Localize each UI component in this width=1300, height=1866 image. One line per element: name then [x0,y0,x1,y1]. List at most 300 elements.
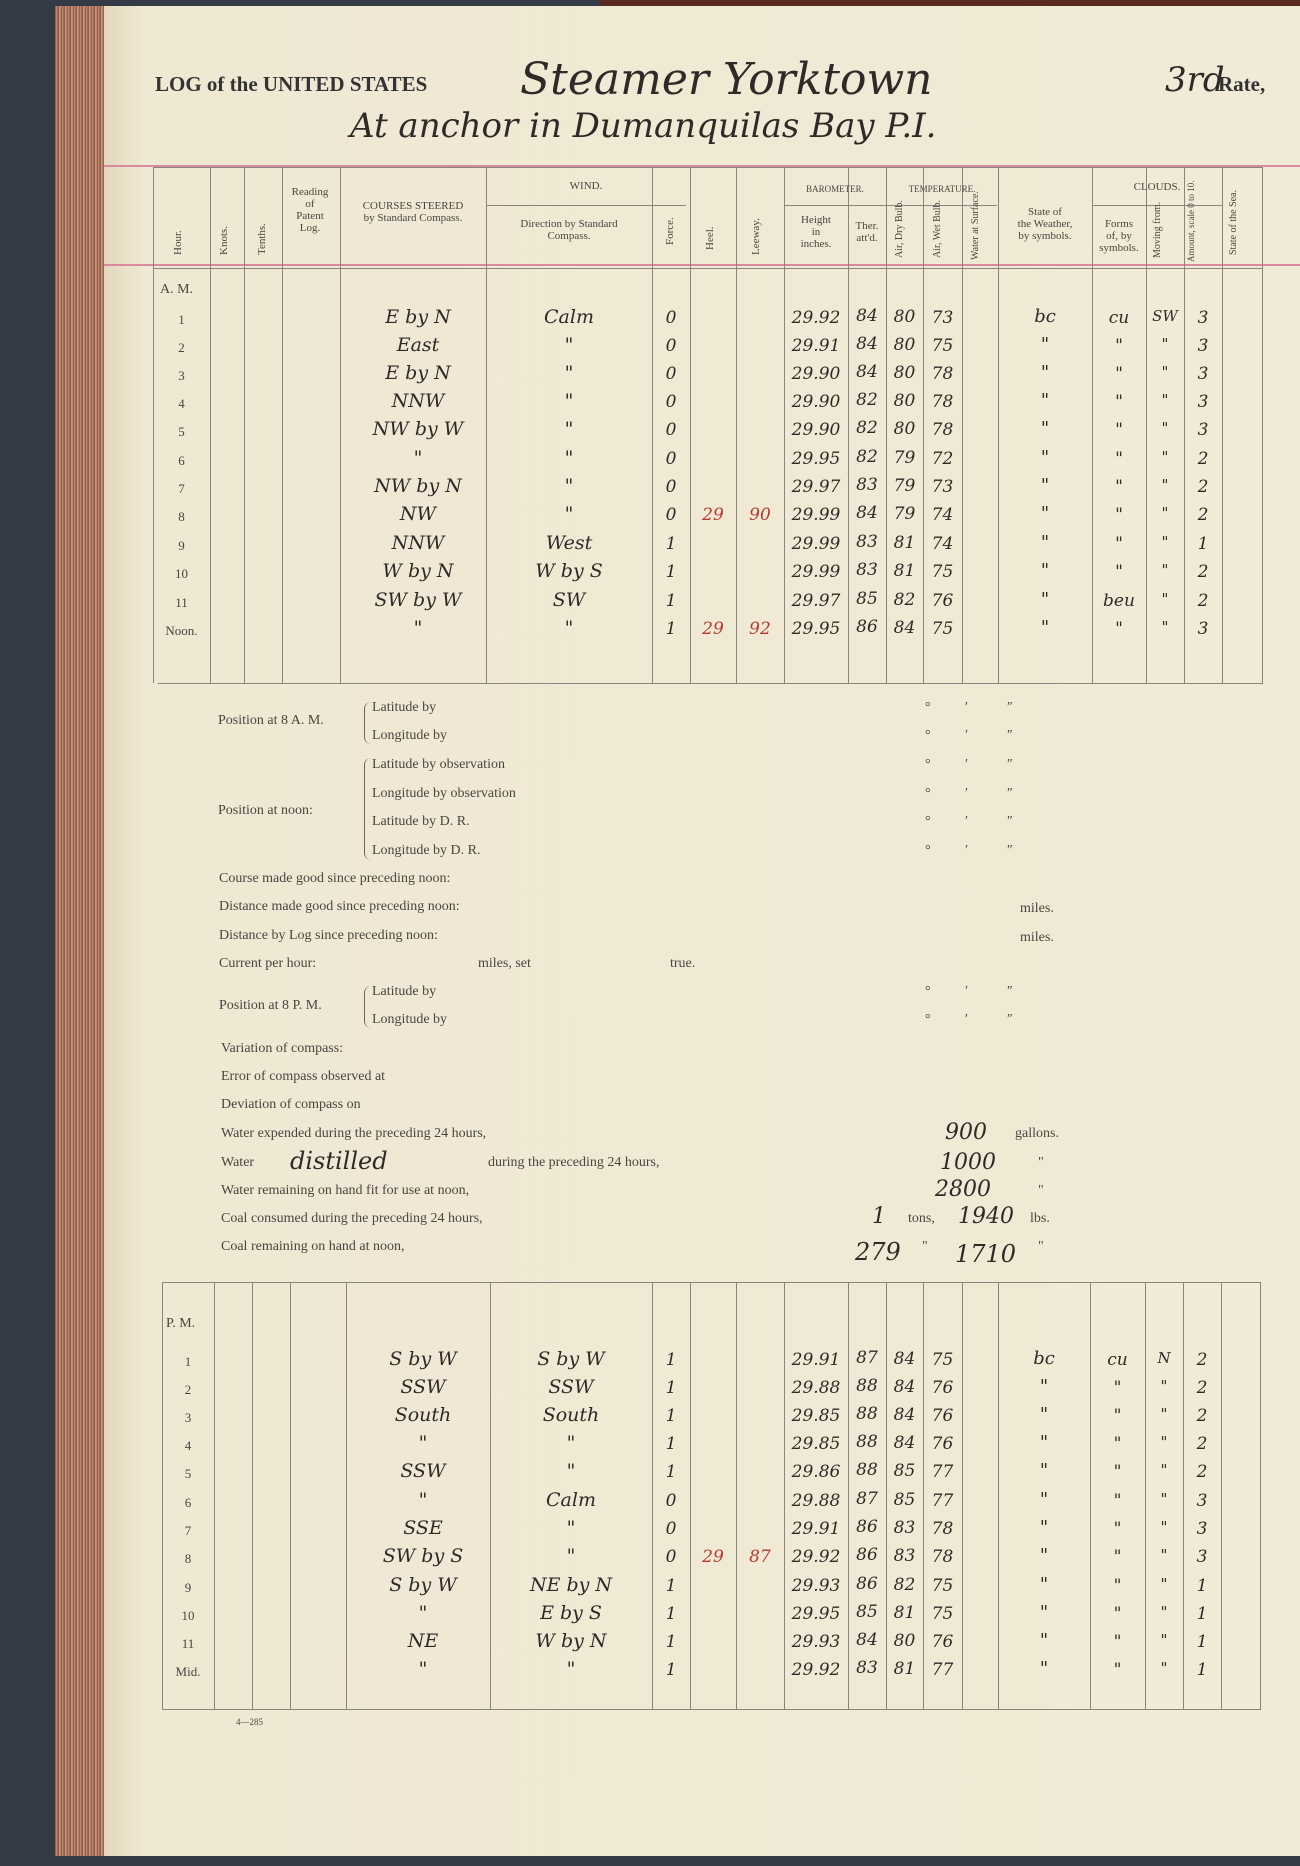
row-course: S by W [389,1574,457,1596]
row-leeway: 87 [749,1547,771,1567]
row-air-dry: 82 [893,1575,916,1595]
row-air-dry: 80 [893,335,916,355]
row-ther-att: 83 [856,1658,878,1678]
row-cloud-amount: 2 [1196,1350,1208,1370]
row-wind: South [542,1404,600,1426]
row-ther-att: 82 [856,447,878,467]
row-air-wet: 78 [931,1519,954,1539]
col-knots: Knots. [218,225,230,255]
water-expended-value: 900 [945,1120,987,1145]
position-deg-mark: ° [925,728,931,743]
row-cloud-moving: " [1160,1433,1168,1451]
row-hour: 8 [184,1551,192,1566]
coal-tons-value: 1 [872,1204,886,1229]
row-course: NW [399,503,437,525]
row-ther-att: 86 [856,1574,878,1594]
row-cloud-moving: " [1160,1377,1168,1395]
row-hour: 6 [184,1495,192,1510]
water-gallons: gallons. [1015,1126,1059,1141]
row-air-wet: 74 [931,505,954,525]
rate-label: Rate, [1218,72,1266,96]
position-min-mark: ′ [965,843,969,858]
coal-remaining-tons: 279 [855,1238,901,1266]
col-weather: State of the Weather, by symbols. [1017,206,1073,242]
row-hour: 1 [178,312,185,327]
row-force: 1 [665,591,677,611]
row-barometer-height: 29.90 [791,420,841,440]
row-ther-att: 86 [856,617,878,637]
row-barometer-height: 29.88 [791,1378,841,1398]
row-weather: " [1040,362,1050,383]
row-wind: " [564,475,574,497]
current-label: Current per hour: [219,956,317,971]
position-deg-mark: ° [925,700,931,715]
row-wind: SSW [548,1376,594,1398]
position-sec-mark: ″ [1007,814,1013,829]
col-barometer: BAROMETER. [806,184,864,194]
row-air-wet: 75 [931,1576,954,1596]
row-cloud-moving: " [1161,391,1169,409]
row-cloud-moving: " [1161,618,1169,636]
coal-remaining-ditto1: " [922,1239,928,1254]
row-hour: 7 [184,1523,192,1538]
am-label: A. M. [160,282,194,297]
pos-noon-label: Position at noon: [218,803,313,818]
row-air-dry: 84 [893,1349,916,1369]
row-cloud-moving: " [1160,1659,1168,1677]
coal-remaining-label: Coal remaining on hand at noon, [221,1239,405,1254]
position-min-mark: ′ [965,728,969,743]
row-hour: 3 [178,368,185,383]
row-hour: Noon. [165,623,198,638]
row-hour: Mid. [175,1664,201,1679]
location: At anchor in Dumanquilas Bay P.I. [350,106,937,146]
row-course: E by N [385,362,451,384]
row-force: 0 [665,505,677,525]
col-ther-att: Ther. att'd. [855,220,879,244]
col-wind-direction: Direction by Standard Compass. [520,218,618,242]
row-force: 1 [665,619,677,639]
current-true: true. [670,956,696,971]
row-cloud-amount: 3 [1196,1519,1208,1539]
row-barometer-height: 29.95 [791,619,841,639]
water-remaining-ditto: " [1038,1183,1044,1198]
row-ther-att: 88 [856,1376,878,1396]
row-weather: " [1040,475,1050,496]
row-weather: " [1040,532,1050,553]
row-air-dry: 81 [893,561,916,581]
row-ther-att: 85 [856,1602,878,1622]
row-cloud-moving: " [1160,1546,1168,1564]
row-cloud-forms: " [1115,562,1123,582]
row-air-dry: 81 [893,1603,916,1623]
pos-8pm-long: Longitude by [372,1012,448,1027]
row-force: 1 [665,1406,677,1426]
row-ther-att: 82 [856,390,878,410]
row-air-wet: 76 [931,1434,954,1454]
row-hour: 9 [184,1580,192,1595]
row-cloud-amount: 3 [1197,308,1209,328]
col-wind: WIND. [569,180,603,192]
row-course: SW by W [374,589,462,611]
row-air-wet: 76 [931,1632,954,1652]
row-air-wet: 75 [931,1604,954,1624]
row-air-dry: 79 [893,504,916,524]
row-weather: " [1039,1602,1049,1623]
row-hour: 4 [178,396,185,411]
form-number: 4—285 [236,1717,263,1727]
col-cloud-forms: Forms of, by symbols. [1099,218,1139,254]
row-air-dry: 84 [893,1405,916,1425]
row-air-dry: 79 [893,476,916,496]
row-force: 1 [665,1350,677,1370]
row-cloud-amount: 3 [1197,336,1209,356]
deviation-label: Deviation of compass on [221,1097,361,1112]
row-air-wet: 75 [931,1350,954,1370]
row-cloud-forms: " [1113,1547,1122,1567]
position-deg-mark: ° [925,814,931,829]
distance-log-miles: miles. [1020,930,1054,945]
row-barometer-height: 29.90 [791,392,841,412]
row-ther-att: 88 [856,1460,878,1480]
row-air-wet: 78 [931,392,954,412]
row-leeway: 90 [749,505,771,525]
pos-8pm-label: Position at 8 P. M. [219,998,322,1013]
row-course: " [418,1489,428,1511]
position-min-mark: ′ [965,700,969,715]
row-air-dry: 85 [893,1461,916,1481]
row-barometer-height: 29.92 [791,1660,841,1680]
row-course: SSE [403,1517,443,1539]
row-air-dry: 80 [893,1631,916,1651]
row-cloud-amount: 1 [1196,1660,1208,1680]
row-force: 1 [665,1660,677,1680]
pos-8pm-lat: Latitude by [372,984,437,999]
row-wind: " [564,390,574,412]
row-weather: " [1039,1376,1049,1397]
row-air-dry: 80 [893,363,916,383]
row-hour: 4 [184,1438,192,1453]
row-course: NNW [391,390,445,412]
row-weather: " [1040,447,1050,468]
row-cloud-moving: " [1161,590,1169,608]
water-distilled: distilled [290,1147,388,1175]
row-barometer-height: 29.93 [791,1632,841,1652]
row-force: 0 [665,1491,677,1511]
row-force: 1 [665,1462,677,1482]
row-force: 0 [665,392,677,412]
row-wind: W by S [535,560,603,582]
row-weather: " [1039,1404,1049,1425]
position-deg-mark: ° [925,984,931,999]
row-air-dry: 80 [893,419,916,439]
row-course: " [418,1432,428,1454]
row-cloud-amount: 2 [1197,562,1209,582]
row-barometer-height: 29.91 [791,1350,841,1370]
row-cloud-forms: " [1113,1491,1122,1511]
pos-noon-lat-dr: Latitude by D. R. [372,814,470,829]
row-course: S by W [389,1348,457,1370]
row-course: SW by S [382,1545,464,1567]
position-sec-mark: ″ [1007,843,1013,858]
row-course: " [418,1602,428,1624]
row-wind: " [564,362,574,384]
row-course: " [413,617,423,639]
row-cloud-forms: " [1115,420,1123,440]
row-air-wet: 78 [931,1547,954,1567]
row-weather: " [1040,560,1050,581]
row-cloud-amount: 1 [1196,1576,1208,1596]
row-cloud-forms: " [1115,619,1123,639]
row-cloud-forms: cu [1107,1350,1128,1370]
row-air-dry: 85 [893,1490,916,1510]
row-air-wet: 76 [931,591,954,611]
row-force: 0 [665,477,677,497]
row-ther-att: 85 [856,589,878,609]
row-cloud-moving: " [1161,363,1169,381]
row-ther-att: 84 [856,1630,878,1650]
row-wind: " [566,1432,576,1454]
row-cloud-forms: " [1113,1632,1122,1652]
row-force: 0 [665,1547,677,1567]
row-air-wet: 75 [931,562,954,582]
position-sec-mark: ″ [1007,728,1013,743]
row-cloud-moving: " [1160,1631,1168,1649]
row-hour: 2 [178,340,185,355]
distance-made-label: Distance made good since preceding noon: [219,899,460,914]
row-cloud-forms: " [1113,1406,1122,1426]
row-wind: " [566,1460,576,1482]
row-air-wet: 77 [931,1491,954,1511]
row-barometer-height: 29.99 [791,562,841,582]
row-weather: " [1039,1517,1049,1538]
row-barometer-height: 29.95 [791,1604,841,1624]
water-remaining-value: 2800 [935,1177,991,1202]
row-ther-att: 88 [856,1432,878,1452]
position-sec-mark: ″ [1007,700,1013,715]
row-weather: " [1040,418,1050,439]
col-height: Height in inches. [800,214,832,250]
row-cloud-moving: SW [1152,307,1178,325]
row-ther-att: 84 [856,306,878,326]
row-heel: 29 [702,619,724,639]
row-force: 1 [665,1378,677,1398]
row-cloud-moving: " [1161,504,1169,522]
ship-name: Steamer Yorktown [520,54,933,105]
row-wind: " [564,617,574,639]
row-hour: 6 [178,453,185,468]
row-course: NW by N [374,475,462,497]
row-force: 1 [665,1434,677,1454]
row-cloud-forms: beu [1103,591,1135,611]
row-barometer-height: 29.86 [791,1462,841,1482]
row-air-wet: 78 [931,420,954,440]
row-cloud-forms: " [1113,1434,1122,1454]
row-course: " [418,1658,428,1680]
row-barometer-height: 29.91 [791,1519,841,1539]
row-force: 0 [665,420,677,440]
row-hour: 7 [178,481,185,496]
row-wind: " [564,334,574,356]
row-weather: " [1040,390,1050,411]
distance-log-label: Distance by Log since preceding noon: [219,928,438,943]
row-cloud-amount: 1 [1197,534,1209,554]
row-cloud-forms: cu [1108,308,1130,328]
col-air-dry: Air, Dry Bulb. [894,200,905,258]
row-cloud-amount: 2 [1197,449,1209,469]
row-weather: bc [1033,1348,1055,1369]
row-course: South [394,1404,452,1426]
position-sec-mark: ″ [1007,757,1013,772]
row-cloud-moving: " [1161,448,1169,466]
col-hour: Hour. [172,230,184,255]
coal-consumed-label: Coal consumed during the preceding 24 hours, [221,1211,483,1226]
row-weather: " [1040,617,1050,638]
water-distilled-ditto: " [1038,1155,1044,1170]
pos-noon-lat-obs: Latitude by observation [372,757,505,772]
row-force: 0 [665,449,677,469]
row-hour: 3 [184,1410,192,1425]
distance-made-miles: miles. [1020,901,1054,916]
row-hour: 5 [178,424,185,439]
row-heel: 29 [702,1547,724,1567]
coal-remaining-lbs: 1710 [955,1240,1017,1268]
row-ther-att: 82 [856,418,878,438]
row-cloud-amount: 2 [1196,1406,1208,1426]
row-cloud-forms: " [1115,534,1123,554]
row-course: " [413,447,423,469]
row-air-wet: 78 [931,364,954,384]
col-patent-log: Reading of Patent Log. [291,186,329,234]
row-air-dry: 83 [893,1546,916,1566]
row-barometer-height: 29.85 [791,1434,841,1454]
coal-remaining-ditto2: " [1038,1239,1044,1254]
row-ther-att: 86 [856,1545,878,1565]
row-force: 1 [665,534,677,554]
row-air-dry: 79 [893,448,916,468]
pos-8am-lat: Latitude by [372,700,437,715]
position-deg-mark: ° [925,843,931,858]
row-air-wet: 76 [931,1378,954,1398]
row-cloud-amount: 2 [1197,477,1209,497]
row-cloud-forms: " [1115,477,1123,497]
col-leeway: Leeway. [750,218,762,255]
row-barometer-height: 29.85 [791,1406,841,1426]
course-made-label: Course made good since preceding noon: [219,871,451,886]
row-course: NE [407,1630,439,1652]
row-course: E by N [385,306,451,328]
water-expended-label: Water expended during the preceding 24 hours, [221,1126,487,1141]
row-wind: " [566,1658,576,1680]
row-barometer-height: 29.88 [791,1491,841,1511]
row-air-wet: 74 [931,534,954,554]
pos-8pm-brace [364,986,371,1028]
row-barometer-height: 29.99 [791,534,841,554]
row-cloud-moving: " [1161,561,1169,579]
row-weather: " [1040,589,1050,610]
row-barometer-height: 29.92 [791,308,841,328]
error-label: Error of compass observed at [221,1069,386,1084]
row-force: 1 [665,1632,677,1652]
row-hour: 10 [181,1608,195,1623]
row-wind: E by S [540,1602,602,1624]
row-hour: 8 [178,509,185,524]
row-hour: 5 [184,1466,192,1481]
row-barometer-height: 29.91 [791,336,841,356]
position-sec-mark: ″ [1007,1012,1013,1027]
row-cloud-amount: 2 [1196,1462,1208,1482]
row-cloud-forms: " [1115,336,1123,356]
water-distilled-label: during the preceding 24 hours, [488,1155,660,1170]
row-ther-att: 87 [856,1489,878,1509]
row-hour: 11 [181,1636,195,1651]
row-wind: West [545,532,593,554]
row-air-wet: 75 [931,619,954,639]
row-force: 0 [665,336,677,356]
row-air-wet: 77 [931,1660,954,1680]
row-wind: W by N [535,1630,607,1652]
row-force: 1 [665,1576,677,1596]
row-air-wet: 75 [931,336,954,356]
row-air-wet: 73 [931,477,954,497]
row-air-dry: 84 [893,1433,916,1453]
pm-label: P. M. [166,1316,196,1331]
row-cloud-moving: " [1160,1490,1168,1508]
col-moving: Moving from. [1152,201,1163,258]
position-min-mark: ′ [965,984,969,999]
row-cloud-amount: 2 [1196,1378,1208,1398]
row-air-dry: 80 [893,391,916,411]
row-wind: " [564,418,574,440]
row-ther-att: 83 [856,532,878,552]
position-min-mark: ′ [965,786,969,801]
coal-lbs-value: 1940 [958,1204,1014,1229]
row-barometer-height: 29.95 [791,449,841,469]
row-cloud-amount: 3 [1197,364,1209,384]
row-cloud-forms: " [1115,505,1123,525]
rate-value: 3rd [1165,60,1225,100]
row-cloud-amount: 3 [1197,420,1209,440]
row-ther-att: 84 [856,362,878,382]
row-leeway: 92 [749,619,771,639]
col-amount: Amount, scale 0 to 10. [1186,180,1196,262]
row-weather: " [1040,334,1050,355]
col-temperature: TEMPERATURE. [908,184,976,194]
col-courses: COURSES STEERED by Standard Compass. [362,200,464,224]
row-cloud-moving: " [1161,533,1169,551]
row-force: 0 [665,364,677,384]
row-heel: 29 [702,505,724,525]
row-course: NNW [391,532,445,554]
row-cloud-amount: 2 [1196,1434,1208,1454]
water-label: Water [221,1155,255,1170]
current-miles-set: miles, set [478,956,531,971]
row-ther-att: 87 [856,1348,878,1368]
row-weather: " [1040,503,1050,524]
row-cloud-moving: " [1161,419,1169,437]
water-distilled-value: 1000 [940,1150,996,1175]
row-ther-att: 83 [856,475,878,495]
row-cloud-moving: " [1161,476,1169,494]
row-cloud-forms: " [1115,364,1123,384]
row-ther-att: 88 [856,1404,878,1424]
row-weather: " [1039,1658,1049,1679]
row-ther-att: 83 [856,560,878,580]
row-air-dry: 83 [893,1518,916,1538]
col-clouds: CLOUDS. [1133,181,1181,193]
row-air-dry: 84 [893,1377,916,1397]
row-cloud-amount: 3 [1196,1491,1208,1511]
